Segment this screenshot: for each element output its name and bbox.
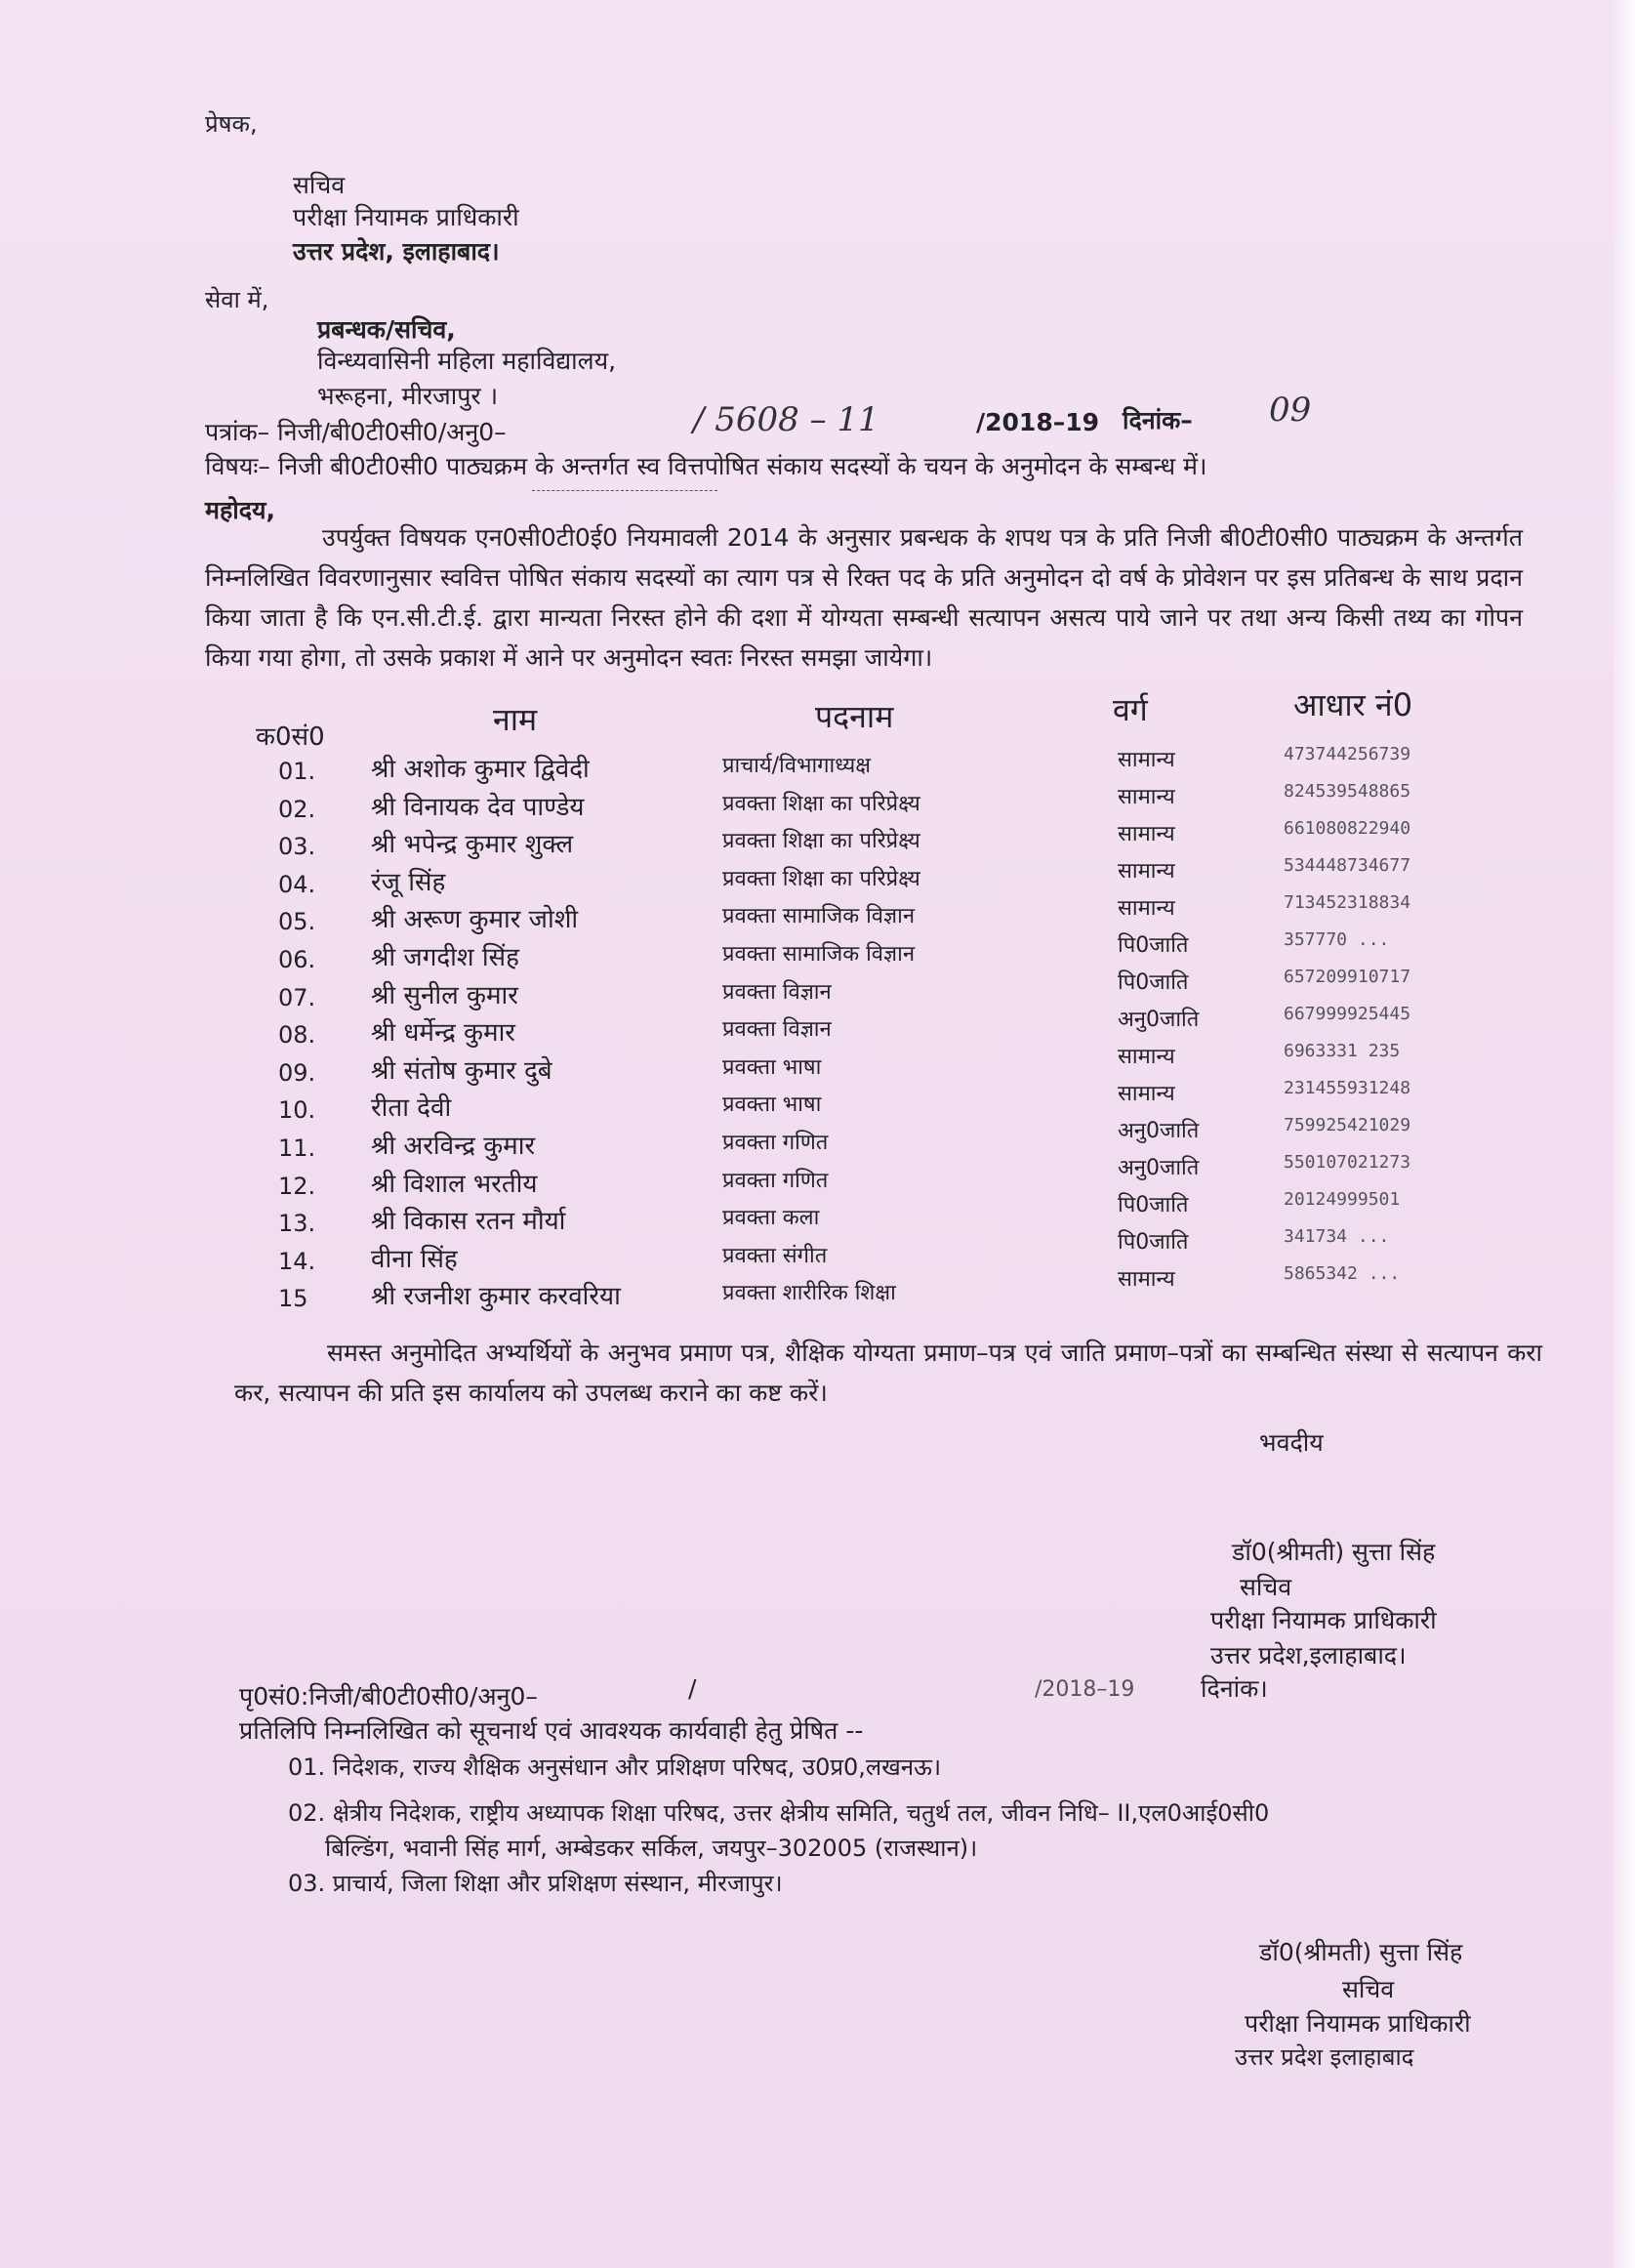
row-aadhaar: 357770 ... — [1284, 929, 1390, 950]
recipient-line-2: विन्ध्यवासिनी महिला महाविद्यालय, — [317, 347, 617, 375]
row-designation: प्रवक्ता शिक्षा का परिप्रेक्ष्य — [722, 866, 920, 891]
copy-item-3: 03. प्राचार्य, जिला शिक्षा और प्रशिक्षण संस्थान, मीरजापुर। — [288, 1870, 783, 1897]
reference-date-label: दिनांक– — [1123, 406, 1193, 434]
sender-line-3: उत्तर प्रदेश, इलाहाबाद। — [293, 237, 500, 266]
reference-date-handwritten: 09 — [1269, 391, 1312, 430]
recipient-line-1: प्रबन्धक/सचिव, — [317, 315, 456, 344]
row-serial: 11. — [278, 1134, 316, 1162]
col-header-designation: पदनाम — [815, 698, 894, 735]
row-category: अनु0जाति — [1118, 1008, 1200, 1032]
subject-line — [205, 449, 1206, 482]
row-aadhaar: 341734 ... — [1284, 1226, 1390, 1247]
row-serial: 13. — [278, 1210, 316, 1238]
copy-item-2: 02. क्षेत्रीय निदेशक, राष्ट्रीय अध्यापक शिक्षा परिषद, उत्तर क्षेत्रीय समिति, चतुर्थ तल, जीवन निधि– II,एल0आई0सी0 — [288, 1799, 1270, 1827]
row-designation: प्रवक्ता सामाजिक विज्ञान — [722, 904, 916, 929]
copy-reference-slash: / — [688, 1674, 697, 1703]
copy-reference-date-label: दिनांक। — [1201, 1674, 1268, 1703]
row-designation: प्रवक्ता शारीरिक शिक्षा — [722, 1281, 896, 1306]
row-name: श्री संतोष कुमार दुबे — [371, 1055, 552, 1086]
row-name: वीना सिंह — [371, 1244, 458, 1274]
signatory-location-1: उत्तर प्रदेश,इलाहाबाद। — [1210, 1641, 1407, 1670]
row-aadhaar: 6963331 235 — [1284, 1041, 1401, 1061]
row-name: श्री धर्मेन्द्र कुमार — [371, 1018, 515, 1049]
row-designation: प्रवक्ता कला — [722, 1206, 820, 1231]
col-header-name: नाम — [493, 701, 538, 738]
row-name: श्री जगदीश सिंह — [371, 943, 519, 972]
row-aadhaar: 759925421029 — [1284, 1115, 1411, 1135]
row-name: रंजू सिंह — [371, 867, 446, 897]
row-aadhaar: 713452318834 — [1284, 892, 1411, 913]
row-name: श्री अरविन्द्र कुमार — [371, 1132, 536, 1161]
row-serial: 07. — [278, 983, 316, 1011]
row-category: पि0जाति — [1118, 1230, 1189, 1255]
row-designation: प्रवक्ता गणित — [722, 1131, 829, 1155]
row-aadhaar: 231455931248 — [1284, 1078, 1411, 1098]
row-category: पि0जाति — [1118, 970, 1189, 995]
signatory-office-2: परीक्षा नियामक प्राधिकारी — [1245, 2009, 1471, 2038]
sender-label: प्रेषक, — [205, 110, 258, 138]
row-serial: 02. — [278, 795, 316, 823]
row-designation: प्रवक्ता गणित — [722, 1168, 829, 1193]
subject-underline — [532, 490, 717, 492]
row-aadhaar: 657209910717 — [1284, 967, 1411, 987]
copy-item-2-cont: बिल्डिंग, भवानी सिंह मार्ग, अम्बेडकर सर्किल, जयपुर–302005 (राजस्थान)। — [325, 1835, 978, 1862]
sender-line-2: परीक्षा नियामक प्राधिकारी — [293, 203, 519, 231]
reference-number-handwritten: / 5608 – 11 — [693, 400, 879, 439]
row-aadhaar: 661080822940 — [1284, 818, 1411, 839]
row-serial: 03. — [278, 833, 316, 861]
signatory-title-1: सचिव — [1240, 1573, 1292, 1601]
row-category: सामान्य — [1118, 896, 1175, 921]
row-designation: प्रवक्ता संगीत — [722, 1243, 828, 1268]
recipient-label: सेवा में, — [205, 286, 269, 313]
row-serial: 12. — [278, 1172, 316, 1200]
row-serial: 15 — [278, 1285, 308, 1313]
row-name: रीता देवी — [371, 1093, 452, 1124]
col-header-aadhaar: आधार नं0 — [1293, 686, 1413, 723]
row-name: श्री भपेन्द्र कुमार शुक्ल — [371, 830, 574, 860]
row-name: श्री अशोक कुमार द्विवेदी — [371, 755, 590, 784]
row-name: श्री सुनील कुमार — [371, 980, 518, 1010]
signatory-name-1: डॉ0(श्रीमती) सुत्ता सिंह — [1232, 1538, 1436, 1566]
sender-line-1: सचिव — [293, 171, 346, 199]
reference-session: /2018–19 — [976, 408, 1100, 436]
recipient-line-3: भरूहना, मीरजापुर । — [317, 382, 499, 410]
row-category: सामान्य — [1118, 822, 1175, 846]
row-designation: प्रवक्ता विज्ञान — [722, 979, 832, 1005]
copy-item-1: 01. निदेशक, राज्य शैक्षिक अनुसंधान और प्रशिक्षण परिषद, उ0प्र0,लखनऊ। — [288, 1753, 942, 1781]
row-designation: प्रवक्ता विज्ञान — [722, 1017, 832, 1043]
row-designation: प्रवक्ता भाषा — [722, 1054, 822, 1080]
row-serial: 01. — [278, 758, 316, 785]
paper-edge — [1614, 0, 1635, 2268]
row-category: सामान्य — [1118, 748, 1175, 772]
row-category: सामान्य — [1118, 859, 1175, 884]
row-designation: प्रवक्ता सामाजिक विज्ञान — [722, 942, 916, 967]
subject-text: निजी बी0टी0सी0 पाठ्यक्रम के अन्तर्गत स्व वित्तपोषित संकाय सदस्यों के चयन के अनुमोदन के सम्बन्ध में। — [277, 452, 1207, 480]
closing-paragraph: समस्त अनुमोदित अभ्यर्थियों के अनुभव प्रमाण पत्र, शैक्षिक योग्यता प्रमाण–पत्र एवं जाति प्रमाण–पत्रों का सम्बन्धित संस्था से सत्यापन करा कर, सत्यापन की प्रति इस कार्यालय को उपलब्ध कराने का कष्ट करें। — [234, 1339, 1542, 1407]
row-name: श्री अरूण कुमार जोशी — [371, 905, 579, 935]
row-serial: 14. — [278, 1247, 316, 1275]
signatory-name-2: डॉ0(श्रीमती) सुत्ता सिंह — [1259, 1938, 1463, 1966]
row-serial: 04. — [278, 870, 316, 898]
row-designation: प्रवक्ता शिक्षा का परिप्रेक्ष्य — [722, 791, 920, 816]
col-header-serial: क0सं0 — [256, 722, 325, 752]
row-category: पि0जाति — [1118, 933, 1189, 958]
row-serial: 05. — [278, 908, 316, 936]
row-serial: 06. — [278, 946, 316, 973]
row-aadhaar: 20124999501 — [1284, 1189, 1401, 1210]
row-category: सामान्य — [1118, 1045, 1175, 1069]
row-category: सामान्य — [1118, 785, 1175, 809]
signatory-title-2: सचिव — [1342, 1975, 1395, 2003]
row-category: अनु0जाति — [1118, 1119, 1200, 1143]
salutation: महोदय, — [205, 496, 275, 524]
row-category: अनु0जाति — [1118, 1156, 1200, 1180]
reference-prefix: पत्रांक– निजी/बी0टी0सी0/अनु0– — [205, 418, 507, 446]
row-aadhaar: 5865342 ... — [1284, 1263, 1401, 1284]
body-paragraph: उपर्युक्त विषयक एन0सी0टी0ई0 नियमावली 2014 के अनुसार प्रबन्धक के शपथ पत्र के प्रति निजी बी0टी0सी0 पाठ्यक्रम के अन्तर्गत निम्नलिखित विवरणानुसार स्ववित्त पोषित संकाय सदस्यों का त्याग पत्र से रिक्त पद के प्रति अनुमोदन दो वर्ष के प्रोवेशन पर इस प्रतिबन्ध के साथ प्रदान किया जाता है कि एन.सी.टी.ई. द्वारा मान्यता निरस्त होने की दशा में योग्यता सम्बन्धी सत्यापन असत्य पाये जाने पर तथा अन्य किसी तथ्य का गोपन किया गया होगा, तो उसके प्रकाश में आने पर अनुमोदन स्वतः निरस्त समझा जायेगा। — [205, 523, 1523, 672]
row-name: श्री विशाल भरतीय — [371, 1169, 538, 1199]
subject-label: विषयः– — [205, 452, 270, 480]
row-serial: 08. — [278, 1021, 316, 1050]
row-serial: 09. — [278, 1058, 316, 1087]
row-aadhaar: 473744256739 — [1284, 744, 1411, 764]
copy-intro: प्रतिलिपि निम्नलिखित को सूचनार्थ एवं आवश्यक कार्यवाही हेतु प्रेषित -- — [239, 1716, 864, 1745]
row-category: पि0जाति — [1118, 1193, 1189, 1217]
row-designation: प्रवक्ता भाषा — [722, 1093, 822, 1118]
row-aadhaar: 667999925445 — [1284, 1004, 1411, 1024]
copy-reference-prefix: पृ0सं0:निजी/बी0टी0सी0/अनु0– — [239, 1682, 538, 1711]
row-aadhaar: 550107021273 — [1284, 1152, 1411, 1173]
row-designation: प्रवक्ता शिक्षा का परिप्रेक्ष्य — [722, 829, 920, 854]
row-name: श्री रजनीश कुमार करवरिया — [371, 1282, 621, 1312]
col-header-category: वर्ग — [1113, 691, 1148, 728]
row-name: श्री विकास रतन मौर्या — [371, 1207, 566, 1237]
row-name: श्री विनायक देव पाण्डेय — [371, 792, 585, 822]
row-serial: 10. — [278, 1096, 316, 1125]
row-aadhaar: 534448734677 — [1284, 855, 1411, 876]
row-designation: प्राचार्य/विभागाध्यक्ष — [722, 754, 872, 778]
row-category: सामान्य — [1118, 1267, 1175, 1292]
signatory-office-1: परीक्षा नियामक प्राधिकारी — [1210, 1606, 1437, 1634]
row-category: सामान्य — [1118, 1082, 1175, 1106]
copy-reference-session: /2018–19 — [1035, 1677, 1135, 1702]
yours-faithfully: भवदीय — [1259, 1428, 1324, 1457]
row-aadhaar: 824539548865 — [1284, 781, 1411, 802]
signatory-location-2: उत्तर प्रदेश इलाहाबाद — [1235, 2043, 1414, 2071]
